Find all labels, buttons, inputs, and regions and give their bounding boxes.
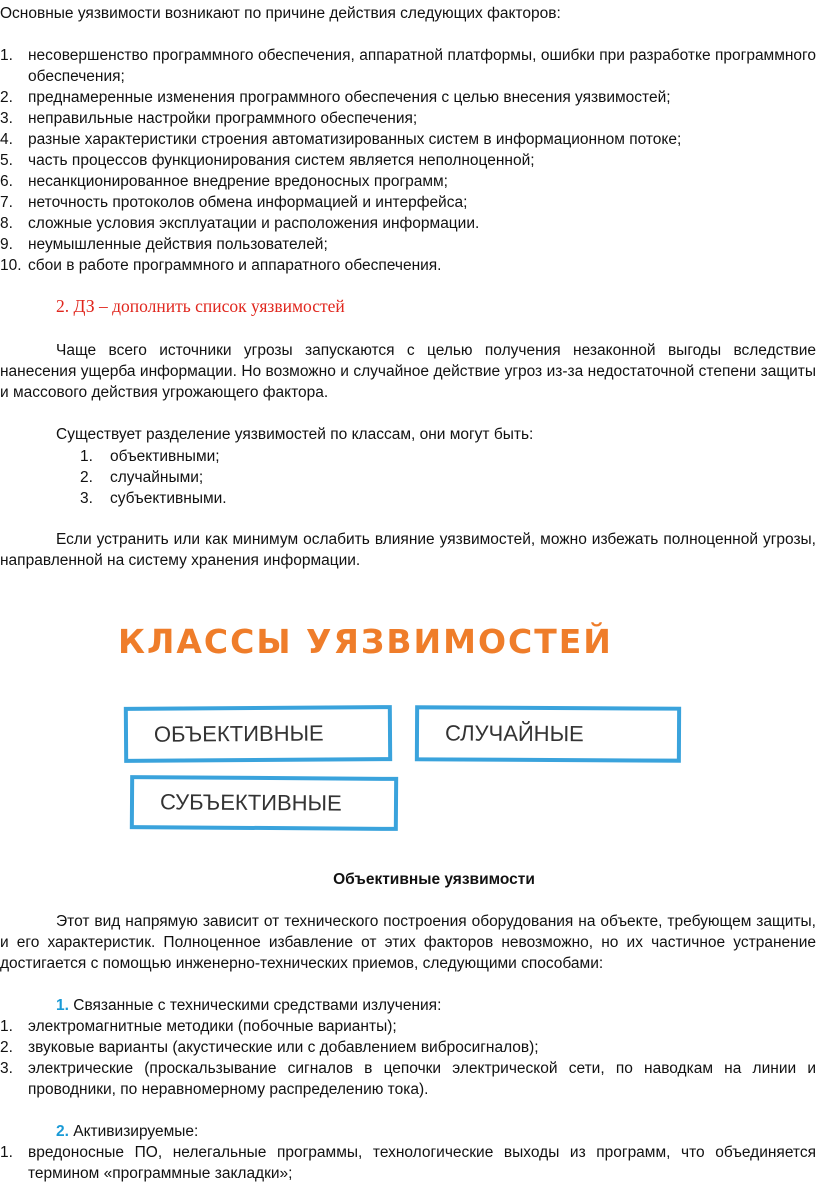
- intro-paragraph: Основные уязвимости возникают по причине действия следующих факторов:: [0, 5, 561, 22]
- vulnerability-classes-diagram: [110, 620, 700, 835]
- list-item: 5. часть процессов функционирования систем является неполноценной;: [0, 152, 535, 169]
- list-item: 7. неточность протоколов обмена информацией и интерфейса;: [0, 194, 468, 211]
- classes-intro-paragraph: Существует разделение уязвимостей по классам, они могут быть:: [56, 426, 534, 443]
- random-box-label: СЛУЧАЙНЫЕ: [444, 720, 584, 747]
- objective-section-title: Объективные уязвимости: [333, 871, 535, 888]
- group2-heading: 2. Активизируемые:: [56, 1123, 199, 1140]
- factors-list: [0, 45, 816, 276]
- subjective-box-label: СУБЪЕКТИВНЫЕ: [159, 789, 342, 816]
- threat-sources-paragraph: Чаще всего источники угрозы запускаются с целью получения незаконной выгоды вследствие нанесения ущерба информации. Но возможно и случайное действие угроз из-за недостаточной степени защиты и массового действия угрожающего фактора.: [0, 342, 816, 401]
- diagram-title: КЛАССЫ УЯЗВИМОСТЕЙ: [118, 622, 613, 661]
- list-item: 2. звуковые варианты (акустические или с добавлением вибросигналов);: [0, 1039, 539, 1056]
- list-item: 3. субъективными.: [80, 490, 227, 507]
- list-item: 10. сбои в работе программного и аппаратного обеспечения.: [0, 257, 442, 274]
- list-item: 3. неправильные настройки программного обеспечения;: [0, 110, 418, 127]
- list-item: 1. вредоносные ПО, нелегальные программы, технологические выходы из программ, что объединяется термином «программные закладки»;: [0, 1144, 816, 1182]
- list-item: 8. сложные условия эксплуатации и расположения информации.: [0, 215, 480, 232]
- list-item: 3. электрические (проскальзывание сигналов в цепочки электрической сети, по наводкам на линии и проводники, по неравномерному распределению тока).: [0, 1060, 816, 1098]
- list-item: 4. разные характеристики строения автоматизированных систем в информационном потоке;: [0, 131, 682, 148]
- list-item: 2. случайными;: [80, 469, 204, 486]
- homework-note: 2. ДЗ – дополнить список уязвимостей: [56, 296, 345, 316]
- subjective-box: [130, 775, 398, 831]
- objective-box: [124, 705, 392, 763]
- group1-list: [0, 1016, 816, 1100]
- list-item: 6. несанкционированное внедрение вредоносных программ;: [0, 173, 448, 190]
- objective-box-label: ОБЪЕКТИВНЫЕ: [153, 720, 324, 747]
- group2-list: [0, 1142, 816, 1184]
- mitigation-paragraph: Если устранить или как минимум ослабить влияние уязвимостей, можно избежать полноценной угрозы, направленной на систему хранения информации.: [0, 531, 816, 569]
- group1-heading: 1. Связанные с техническими средствами излучения:: [56, 997, 442, 1014]
- objective-description-paragraph: Этот вид напрямую зависит от технического построения оборудования на объекте, требующем защиты, и его характеристик. Полноценное избавление от этих факторов невозможно, но их частичное устранение достигается с помощью инженерно-технических приемов, следующими способами:: [0, 913, 816, 972]
- random-box: [415, 705, 681, 762]
- list-item: 1. объективными;: [80, 448, 220, 465]
- list-item: 2. преднамеренные изменения программного обеспечения с целью внесения уязвимостей;: [0, 89, 671, 106]
- list-item: 9. неумышленные действия пользователей;: [0, 236, 328, 253]
- classes-list: [80, 446, 227, 509]
- list-item: 1. несовершенство программного обеспечения, аппаратной платформы, ошибки при разработке программного обеспечения;: [0, 47, 816, 85]
- list-item: 1. электромагнитные методики (побочные варианты);: [0, 1018, 397, 1035]
